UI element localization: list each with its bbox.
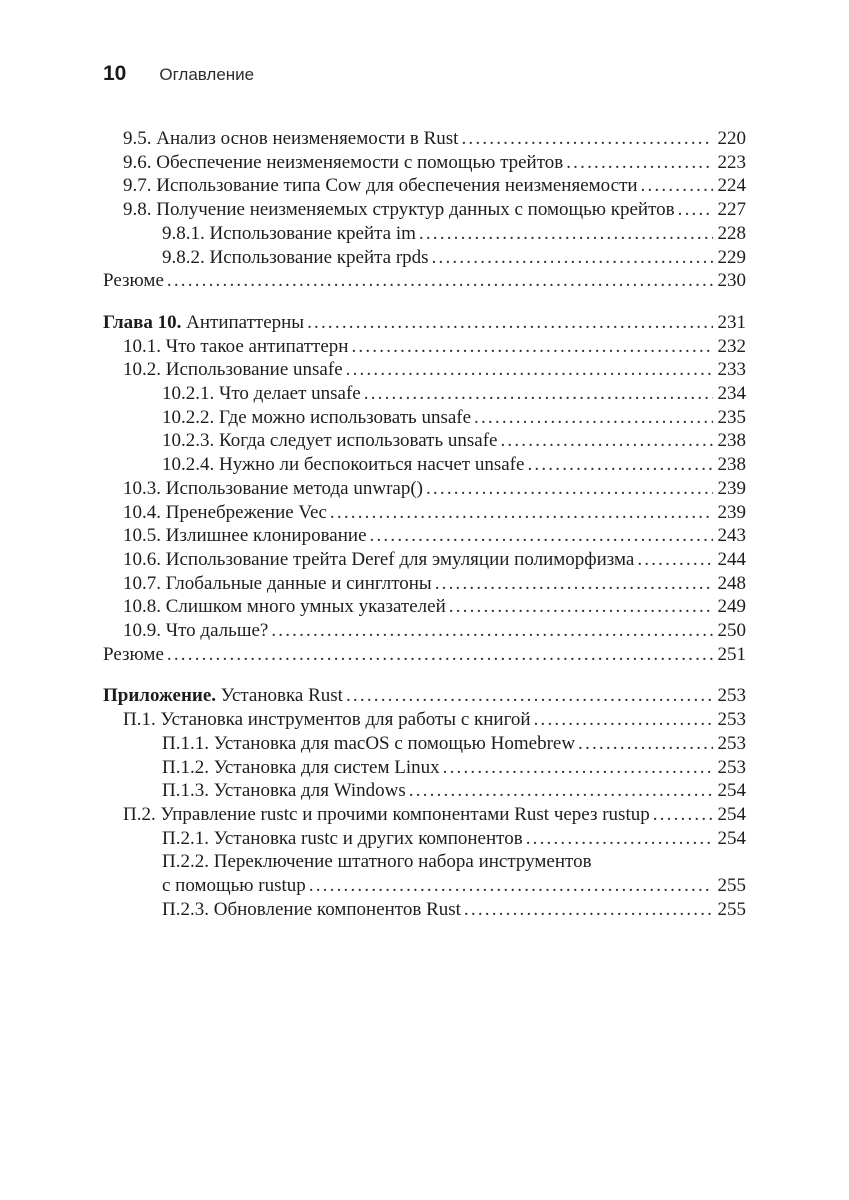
toc-entry bbox=[103, 595, 746, 619]
toc-entry-page: 255 bbox=[717, 898, 746, 920]
toc-entry bbox=[103, 335, 746, 359]
toc-entry-text: с помощью rustup bbox=[162, 875, 306, 897]
toc-entry-title bbox=[123, 803, 650, 827]
toc-entry-title bbox=[123, 174, 638, 198]
dot-leader bbox=[330, 501, 713, 525]
toc-entry-text: П.1.3. Установка для Windows bbox=[162, 780, 406, 802]
toc-entry-page: 238 bbox=[717, 454, 746, 476]
dot-leader bbox=[409, 779, 713, 803]
toc-entry-page: 253 bbox=[717, 756, 746, 778]
toc-entry-text: 10.9. Что дальше? bbox=[123, 620, 269, 642]
toc-entry-text: 10.1. Что такое антипаттерн bbox=[123, 335, 349, 357]
toc-entry bbox=[103, 708, 746, 732]
dot-leader bbox=[461, 127, 712, 151]
toc-entry-title bbox=[123, 198, 675, 222]
toc-entry-text: 9.7. Использование типа Cow для обеспечения неизменяемости bbox=[123, 175, 638, 197]
toc-entry-text: П.2.2. Переключение штатного набора инструментов bbox=[162, 851, 592, 873]
toc-entry bbox=[103, 151, 746, 175]
toc-entry-page: 243 bbox=[717, 525, 746, 547]
toc-entry-text: 10.8. Слишком много умных указателей bbox=[123, 596, 446, 618]
toc-entry-page: 229 bbox=[717, 246, 746, 268]
toc-entry-page: 253 bbox=[717, 709, 746, 731]
toc-entry bbox=[103, 732, 746, 756]
toc-entry-title bbox=[123, 524, 367, 548]
toc-entry bbox=[103, 311, 746, 335]
toc-entry-title bbox=[162, 406, 471, 430]
toc-entry-text: 10.2. Использование unsafe bbox=[123, 359, 343, 381]
toc-entry-title bbox=[162, 246, 429, 270]
dot-leader bbox=[351, 335, 712, 359]
dot-leader bbox=[449, 595, 713, 619]
toc-entry bbox=[103, 827, 746, 851]
toc-entry-title bbox=[123, 619, 268, 643]
toc-entry-title bbox=[162, 779, 406, 803]
toc-entry-page: 230 bbox=[717, 270, 746, 292]
toc-entry-text: 10.2.2. Где можно использовать unsafe bbox=[162, 406, 472, 428]
toc-entry bbox=[103, 898, 746, 922]
toc-entry-page: 233 bbox=[717, 359, 746, 381]
running-title: Оглавление bbox=[159, 65, 255, 84]
toc-entry-title bbox=[123, 595, 446, 619]
dot-leader bbox=[637, 548, 712, 572]
toc-entry-page: 220 bbox=[717, 128, 746, 149]
toc-entry bbox=[103, 548, 746, 572]
toc-entry-text: 10.2.4. Нужно ли беспокоиться насчет unsafe bbox=[162, 454, 525, 476]
toc-entry-title bbox=[162, 898, 461, 922]
toc-entry-title bbox=[123, 548, 634, 572]
dot-leader bbox=[474, 406, 712, 430]
toc-entry-text: 9.8.1. Использование крейта im bbox=[162, 222, 416, 244]
toc-entry bbox=[103, 127, 746, 151]
toc-entry-text: П.1.1. Установка для macOS с помощью Homebrew bbox=[162, 732, 576, 754]
toc-entry bbox=[103, 874, 746, 898]
dot-leader bbox=[641, 174, 713, 198]
toc-entry-title bbox=[103, 269, 164, 293]
toc-entry-page: 253 bbox=[717, 685, 746, 707]
toc-entry bbox=[103, 406, 746, 430]
toc-entry-title bbox=[162, 850, 592, 874]
toc-entry bbox=[103, 174, 746, 198]
page-header bbox=[103, 62, 254, 86]
toc-entry-text: 10.4. Пренебрежение Vec bbox=[123, 501, 327, 523]
toc-entry bbox=[103, 572, 746, 596]
dot-leader bbox=[527, 453, 712, 477]
toc-entry bbox=[103, 619, 746, 643]
dot-leader bbox=[419, 222, 713, 246]
toc-entry-text: Установка Rust bbox=[216, 685, 343, 707]
toc-entry-title bbox=[162, 222, 416, 246]
toc-entry-page: 248 bbox=[717, 572, 746, 594]
toc-entry-text: 9.6. Обеспечение неизменяемости с помощью трейтов bbox=[123, 151, 564, 173]
toc-entry-title bbox=[123, 358, 343, 382]
toc-entry-title bbox=[162, 382, 361, 406]
toc-entry-text: 10.7. Глобальные данные и синглтоны bbox=[123, 572, 432, 594]
toc-entry-title bbox=[162, 756, 440, 780]
dot-leader bbox=[370, 524, 713, 548]
toc-entry-title bbox=[162, 453, 524, 477]
toc-entry-title bbox=[162, 827, 523, 851]
toc-entry-text: П.2.1. Установка rustc и других компонентов bbox=[162, 827, 523, 849]
toc-entry-title bbox=[123, 335, 348, 359]
toc-entry bbox=[103, 803, 746, 827]
toc-entry-text: П.2. Управление rustc и прочими компонентами Rust через rustup bbox=[123, 803, 650, 825]
toc-entry-page: 231 bbox=[717, 311, 746, 333]
toc-entry-title bbox=[123, 127, 458, 151]
toc-entry-page: 223 bbox=[717, 151, 746, 173]
toc-entry-title bbox=[162, 732, 575, 756]
dot-leader bbox=[443, 756, 713, 780]
toc-entry-chapter-label: Глава 10. bbox=[103, 311, 182, 333]
dot-leader bbox=[432, 246, 713, 270]
toc-entry-text: 10.3. Использование метода unwrap() bbox=[123, 477, 423, 499]
toc-entry bbox=[103, 524, 746, 548]
toc-entry-page: 239 bbox=[717, 501, 746, 523]
toc-entry-title bbox=[103, 643, 164, 667]
dot-leader bbox=[364, 382, 713, 406]
toc-entry-title bbox=[103, 684, 343, 708]
dot-leader bbox=[346, 684, 713, 708]
toc-entry-text: П.1.2. Установка для систем Linux bbox=[162, 756, 440, 778]
toc-entry-title bbox=[123, 477, 423, 501]
toc-entry-page: 227 bbox=[717, 199, 746, 221]
toc-entry-page: 255 bbox=[717, 875, 746, 897]
dot-leader bbox=[653, 803, 713, 827]
toc-entry-title bbox=[123, 708, 531, 732]
toc-entry bbox=[103, 477, 746, 501]
toc-entry-page: 244 bbox=[717, 548, 746, 570]
toc-entry bbox=[103, 756, 746, 780]
toc-entry-title bbox=[123, 572, 432, 596]
toc-entry-page: 235 bbox=[717, 406, 746, 428]
toc-entry-text: Резюме bbox=[103, 643, 164, 665]
dot-leader bbox=[500, 429, 712, 453]
toc-entry bbox=[103, 222, 746, 246]
toc-entry-page: 254 bbox=[717, 803, 746, 825]
toc-entry-text: 9.5. Анализ основ неизменяемости в Rust bbox=[123, 128, 459, 149]
dot-leader bbox=[346, 358, 713, 382]
dot-leader bbox=[578, 732, 712, 756]
dot-leader bbox=[271, 619, 712, 643]
toc-entry-page: 228 bbox=[717, 222, 746, 244]
toc-entry bbox=[103, 850, 746, 874]
dot-leader bbox=[678, 198, 713, 222]
toc-entry-title bbox=[123, 501, 327, 525]
toc-entry-text: П.1. Установка инструментов для работы с книгой bbox=[123, 709, 531, 731]
toc-entry-chapter-label: Приложение. bbox=[103, 685, 217, 707]
toc-entry-page: 250 bbox=[717, 620, 746, 642]
dot-leader bbox=[167, 643, 713, 667]
toc-entry-page: 254 bbox=[717, 780, 746, 802]
dot-leader bbox=[435, 572, 713, 596]
toc-entry-text: 10.5. Излишнее клонирование bbox=[123, 525, 367, 547]
dot-leader bbox=[426, 477, 713, 501]
toc-entry-title bbox=[162, 874, 306, 898]
dot-leader bbox=[526, 827, 713, 851]
toc-entry-text: Резюме bbox=[103, 270, 164, 292]
dot-leader bbox=[309, 874, 713, 898]
toc-entry-text: 10.2.3. Когда следует использовать unsafe bbox=[162, 430, 498, 452]
toc-entry-page: 224 bbox=[717, 175, 746, 197]
toc-entry-text: 10.2.1. Что делает unsafe bbox=[162, 383, 361, 405]
dot-leader bbox=[307, 311, 712, 335]
toc-entry-text: Антипаттерны bbox=[181, 311, 305, 333]
toc-entry bbox=[103, 453, 746, 477]
toc-entry-page: 254 bbox=[717, 827, 746, 849]
toc-entry-page: 239 bbox=[717, 477, 746, 499]
toc-entry bbox=[103, 198, 746, 222]
toc-entry-page: 251 bbox=[717, 643, 746, 665]
toc-entry-text: 9.8. Получение неизменяемых структур данных с помощью крейтов bbox=[123, 199, 675, 221]
toc-entry bbox=[103, 358, 746, 382]
dot-leader bbox=[566, 151, 712, 175]
toc-entry bbox=[103, 779, 746, 803]
toc-entry bbox=[103, 684, 746, 708]
toc-entry-text: 9.8.2. Использование крейта rpds bbox=[162, 246, 429, 268]
toc-entry-title bbox=[103, 311, 304, 335]
toc-entry-title bbox=[162, 429, 497, 453]
dot-leader bbox=[167, 269, 713, 293]
toc-entry-page: 234 bbox=[717, 383, 746, 405]
toc-entry bbox=[103, 246, 746, 270]
dot-leader bbox=[534, 708, 713, 732]
page-number: 10 bbox=[103, 62, 127, 85]
toc-entry bbox=[103, 501, 746, 525]
toc-entry-text: П.2.3. Обновление компонентов Rust bbox=[162, 898, 461, 920]
dot-leader bbox=[464, 898, 713, 922]
toc-entry-page: 253 bbox=[717, 732, 746, 754]
toc-entry-page: 238 bbox=[717, 430, 746, 452]
toc-entry bbox=[103, 382, 746, 406]
toc-entry-page: 249 bbox=[717, 596, 746, 618]
toc-entry-text: 10.6. Использование трейта Deref для эмуляции полиморфизма bbox=[123, 548, 635, 570]
toc-entry bbox=[103, 269, 746, 293]
toc-entry-page: 232 bbox=[717, 335, 746, 357]
toc-entry bbox=[103, 643, 746, 667]
toc-entry bbox=[103, 429, 746, 453]
toc-list bbox=[103, 127, 746, 922]
toc-entry-title bbox=[123, 151, 563, 175]
